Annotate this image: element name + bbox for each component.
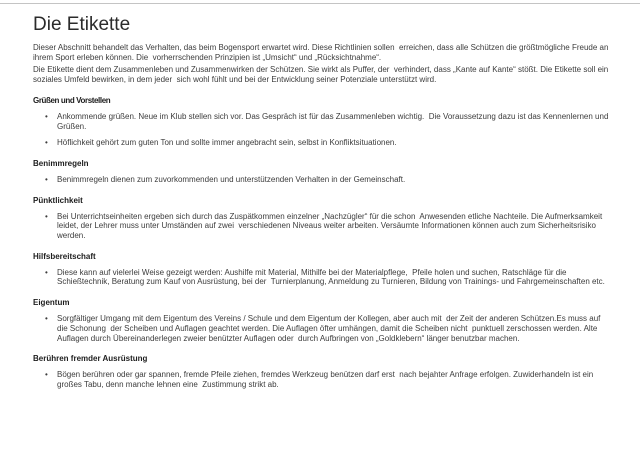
bullet-icon: •: [45, 370, 48, 380]
bullet-item: [33, 175, 610, 185]
intro-block: [33, 43, 610, 85]
section-puenktlichkeit: [33, 196, 610, 241]
section-heading-benimmregeln: Benimmregeln: [33, 158, 89, 168]
bullet-icon: •: [45, 138, 48, 148]
bullet-text: Bögen berühren oder gar spannen, fremde Pfeile ziehen, fremdes Werkzeug benützen darf erst nach bejahter Anfrage erfolgen. Zuwiderhandeln ist ein großes Tabu, denn manche lehnen eine Zustimmung strikt ab.: [57, 370, 596, 389]
section-heading-eigentum: Eigentum: [33, 298, 70, 308]
bullet-icon: •: [45, 267, 48, 277]
section-heading-puenktlichkeit: Pünktlichkeit: [33, 195, 83, 205]
bullet-item: [33, 212, 610, 241]
page-title: Die Etikette: [33, 14, 131, 35]
bullet-item: [33, 268, 610, 287]
bullet-item: [33, 314, 610, 343]
section-heading-hilfsbereitschaft: Hilfsbereitschaft: [33, 251, 96, 261]
bullet-text: Benimmregeln dienen zum zuvorkommenden und unterstützenden Verhalten in der Gemeinschaft.: [57, 174, 406, 184]
bullet-text: Höflichkeit gehört zum guten Ton und sollte immer angebracht sein, selbst in Konfliktsituationen.: [57, 138, 397, 148]
intro-paragraph-2: Die Etikette dient dem Zusammenleben und Zusammenwirken der Schützen. Sie wirkt als Puffer, der verhindert, dass „Kante auf Kante“ stößt. Die Etikette soll ein soziales Umfeld bewirken, in dem jeder sich wohl fühlt und bei der Entwicklung seiner Potenziale unterstützt wird.: [33, 65, 611, 85]
page-top-divider: [0, 3, 640, 4]
bullet-icon: •: [45, 111, 48, 121]
bullet-item: [33, 112, 610, 131]
bullet-item: [33, 138, 610, 148]
bullet-icon: •: [45, 174, 48, 184]
bullet-icon: •: [45, 211, 48, 221]
section-benimmregeln: [33, 159, 610, 185]
bullet-text: Ankommende grüßen. Neue im Klub stellen sich vor. Das Gespräch ist für das Zusammenleben wichtig. Die Voraussetzung dazu ist das Kennenlernen und Grüßen.: [57, 111, 611, 131]
section-gruessen-und-vorstellen: [33, 96, 610, 148]
bullet-item: [33, 370, 610, 389]
bullet-text: Sorgfältiger Umgang mit dem Eigentum des Vereins / Schule und dem Eigentum der Kollegen, aber auch mit der Zeit der anderen Schützen.Es muss auf die Schonung der Scheiben und Auflagen geachtet werden. Die Auflagen öfter umhängen, damit die Scheiben nicht punktuell zerschossen werden. Alte Auflagen durch Übereinanderlegen zweier benützter Auflagen oder durch Aufbringen von „Goldklebern“ länger benutzbar machen.: [57, 314, 603, 343]
section-heading-gruessen-und-vorstellen: Grüßen und Vorstellen: [33, 95, 111, 105]
bullet-icon: •: [45, 314, 48, 324]
section-beruehren-fremder-ausruestung: [33, 354, 610, 389]
section-eigentum: [33, 298, 610, 343]
bullet-text: Diese kann auf vielerlei Weise gezeigt werden: Aushilfe mit Material, Mithilfe bei der Materialpflege, Pfeile holen und suchen, Ratschläge für die Schießtechnik, Beratung zum Kauf von Ausrüstung, bei der Turnierplanung, Anmeldung zu Turnieren, Bildung von Trainings- und Fahrgemeinschaften etc.: [57, 267, 605, 287]
section-heading-beruehren-fremder-ausruestung: Berühren fremder Ausrüstung: [33, 354, 148, 364]
bullet-text: Bei Unterrichtseinheiten ergeben sich durch das Zuspätkommen einzelner „Nachzügler“ für die schon Anwesenden etliche Nachteile. Die Aufmerksamkeit leidet, der Lehrer muss unter Umständen auf zwei verschiedenen Niveaus weiter arbeiten. Versäumte Informationen können auch zum Sicherheitsrisiko werden.: [57, 211, 605, 241]
intro-paragraph-1: Dieser Abschnitt behandelt das Verhalten, das beim Bogensport erwartet wird. Diese Richtlinien sollen erreichen, dass alle Schützen die größtmögliche Freude an ihrem Sport erleben können. Die vorherrschenden Prinzipien ist „Umsicht“ und „Rücksichtnahme“.: [33, 43, 611, 62]
section-hilfsbereitschaft: [33, 252, 610, 287]
